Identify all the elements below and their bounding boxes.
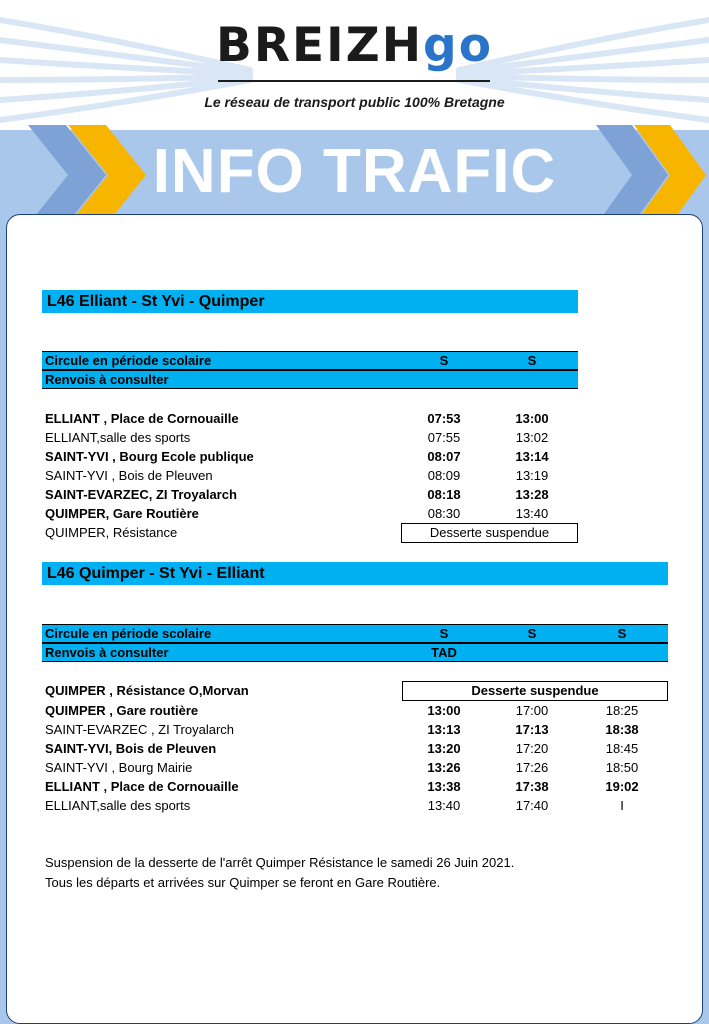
period-value: S [617,626,627,641]
departure-time: 08:18 [427,487,461,502]
logo-main-text: BREIZH [216,18,424,73]
table-row [42,428,578,447]
departure-time: 07:55 [427,430,461,445]
departure-time: 07:53 [427,411,461,426]
table1-title: L46 Elliant - St Yvi - Quimper [42,290,578,313]
stop-name: QUIMPER, Résistance [45,525,178,540]
departure-time: 17:40 [515,798,549,813]
stop-name: SAINT-YVI , Bois de Pleuven [45,468,213,483]
banner-title: INFO TRAFIC [152,137,557,206]
period-value: S [439,353,449,368]
departure-time: 08:30 [427,506,461,521]
departure-time: 13:00 [515,411,549,426]
suspended-service-box: Desserte suspendue [401,523,578,543]
stop-name: QUIMPER , Gare routière [45,703,199,718]
departure-time: 18:38 [605,722,639,737]
departure-time: 13:02 [515,430,549,445]
departure-time: 17:13 [515,722,549,737]
table-row [42,485,578,504]
table-row [42,739,668,758]
departure-time: 08:07 [427,449,461,464]
breizhgo-logo [0,18,709,73]
departure-time: 13:19 [515,468,549,483]
header [0,0,709,130]
stop-name: ELLIANT , Place de Cornouaille [45,779,239,794]
departure-time: 17:26 [515,760,549,775]
table-row [42,796,668,815]
departure-time: I [620,798,624,813]
departure-time: 13:38 [427,779,461,794]
table-row [42,504,578,523]
renvois-value: TAD [431,645,457,660]
table2-title: L46 Quimper - St Yvi - Elliant [42,562,668,585]
stop-name: SAINT-YVI , Bourg Mairie [45,760,193,775]
departure-time: 08:09 [427,468,461,483]
period-value: S [527,626,537,641]
departure-time: 17:20 [515,741,549,756]
period-label: Circule en période scolaire [45,626,212,641]
departure-time: 13:28 [515,487,549,502]
table-row [42,701,668,720]
departure-time: 19:02 [605,779,639,794]
table-row [42,758,668,777]
period-value: S [527,353,537,368]
stop-name: ELLIANT,salle des sports [45,798,191,813]
period-value: S [439,626,449,641]
departure-time: 13:20 [427,741,461,756]
departure-time: 17:38 [515,779,549,794]
tagline: Le réseau de transport public 100% Bretagne [204,94,505,110]
stop-name: SAINT-EVARZEC, ZI Troyalarch [45,487,237,502]
departure-time: 17:00 [515,703,549,718]
period-label: Circule en période scolaire [45,353,212,368]
departure-time: 13:40 [427,798,461,813]
table1-renvois-row [42,370,578,389]
departure-time: 18:25 [605,703,639,718]
stop-name: SAINT-EVARZEC , ZI Troyalarch [45,722,235,737]
table-row [42,409,578,428]
table2-renvois-row [42,643,668,662]
stop-name: QUIMPER, Gare Routière [45,506,199,521]
departure-time: 13:40 [515,506,549,521]
table-row [42,720,668,739]
stop-name: ELLIANT,salle des sports [45,430,191,445]
departure-time: 13:26 [427,760,461,775]
logo-accent-text: go [423,18,493,73]
timetable-card [6,214,703,1024]
departure-time: 13:00 [427,703,461,718]
stop-name: ELLIANT , Place de Cornouaille [45,411,239,426]
table-row [42,466,578,485]
suspended-service-box: Desserte suspendue [402,681,668,701]
table2-period-row [42,624,668,643]
table-row [42,777,668,796]
renvois-label: Renvois à consulter [45,372,169,387]
departure-time: 18:50 [605,760,639,775]
table-row [42,447,578,466]
logo-underline [218,80,490,82]
renvois-label: Renvois à consulter [45,645,169,660]
stop-name: SAINT-YVI, Bois de Pleuven [45,741,217,756]
departure-time: 13:14 [515,449,549,464]
stop-name: SAINT-YVI , Bourg Ecole publique [45,449,254,464]
stop-name: QUIMPER , Résistance O,Morvan [45,683,249,698]
notice-line: Suspension de la desserte de l'arrêt Quimper Résistance le samedi 26 Juin 2021. [45,855,515,870]
departure-time: 13:13 [427,722,461,737]
table1-period-row [42,351,578,370]
departure-time: 18:45 [605,741,639,756]
notice-line: Tous les départs et arrivées sur Quimper se feront en Gare Routière. [45,875,441,890]
